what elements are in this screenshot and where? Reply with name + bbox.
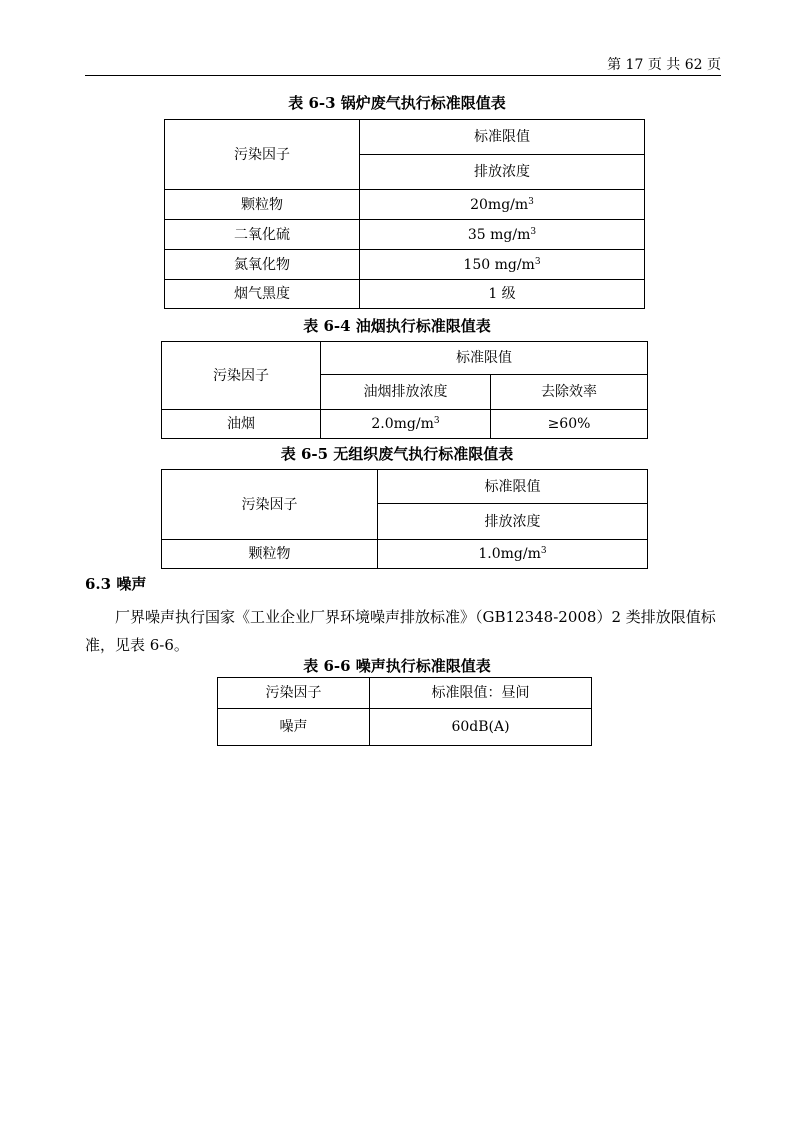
table-6-3-cell-value: 1 级	[360, 280, 645, 309]
table-6-3-cell-factor: 二氧化硫	[165, 220, 360, 250]
table-6-4-cell-efficiency: ≥60%	[491, 410, 648, 439]
table-6-5-header-concentration: 排放浓度	[378, 504, 648, 540]
page-number-header: 第 17 页 共 62 页	[607, 57, 721, 73]
table-6-6-header-factor: 污染因子	[218, 678, 370, 709]
table-6-3-cell-factor: 烟气黑度	[165, 280, 360, 309]
table-6-4	[161, 341, 648, 439]
table-6-3	[164, 119, 645, 309]
table-6-3-header-standard: 标准限值	[360, 120, 645, 155]
table-6-6-header-standard: 标准限值：昼间	[370, 678, 592, 709]
table-row	[165, 280, 645, 309]
table-6-5-header-standard: 标准限值	[378, 470, 648, 504]
table-6-5	[161, 469, 648, 569]
table-6-3-header-concentration: 排放浓度	[360, 155, 645, 190]
table-6-4-cell-value: $2.0mg/m^3$	[321, 410, 491, 439]
table-6-3-cell-value: 35 $mg/m^3$	[360, 220, 645, 250]
table-6-5-header-factor: 污染因子	[162, 470, 378, 540]
table-6-3-cell-value: $20mg/m^3$	[360, 190, 645, 220]
table-row	[165, 250, 645, 280]
table-6-4-cell-factor: 油烟	[162, 410, 321, 439]
table-6-4-header-factor: 污染因子	[162, 342, 321, 410]
section-paragraph: 厂界噪声执行国家《工业企业厂界环境噪声排放标准》（GB12348-2008）2 类排放限值标准，见表 6-6。	[85, 608, 716, 654]
table-6-3-cell-value: 150 $mg/m^3$	[360, 250, 645, 280]
section-heading: 6.3 噪声	[85, 575, 147, 593]
header-divider	[85, 75, 721, 76]
table-row	[165, 190, 645, 220]
table-6-4-caption: 表 6-4 油烟执行标准限值表	[303, 317, 491, 335]
table-6-6-caption: 表 6-6 噪声执行标准限值表	[303, 657, 491, 675]
table-6-4-header-efficiency: 去除效率	[491, 375, 648, 410]
table-6-6-cell-value: 60dB(A)	[370, 709, 592, 746]
table-6-6	[217, 677, 592, 746]
table-6-5-cell-factor: 颗粒物	[162, 540, 378, 569]
table-6-3-cell-factor: 颗粒物	[165, 190, 360, 220]
table-row	[162, 540, 648, 569]
table-row	[218, 709, 592, 746]
table-6-5-caption: 表 6-5 无组织废气执行标准限值表	[280, 445, 514, 463]
table-6-3-caption: 表 6-3 锅炉废气执行标准限值表	[288, 94, 506, 112]
table-6-4-header-standard: 标准限值	[321, 342, 648, 375]
table-row	[165, 220, 645, 250]
table-6-5-cell-value: $1.0mg/m^3$	[378, 540, 648, 569]
table-6-4-header-concentration: 油烟排放浓度	[321, 375, 491, 410]
table-6-3-cell-factor: 氮氧化物	[165, 250, 360, 280]
table-row	[162, 410, 648, 439]
table-6-3-header-factor: 污染因子	[165, 120, 360, 190]
table-6-6-cell-factor: 噪声	[218, 709, 370, 746]
